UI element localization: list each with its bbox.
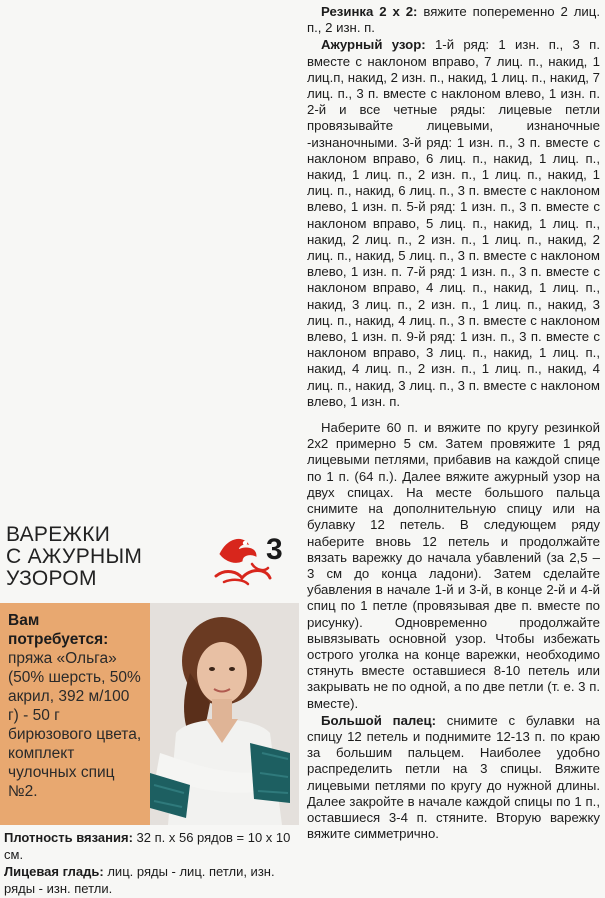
materials-text: пряжа «Ольга» (50% шерсть, 50% акрил, 392 м/100 г) - 50 г бирюзового цвета, комплект чулочных спиц №2. — [8, 650, 142, 800]
thumb-text: снимите с булавки на спицу 12 петель и поднимите 12-13 п. по краю за большим пальцем. Наиболее удобно распределить петли на 3 спицы. Вяжите лицевыми петлями по кругу до нужной длины. Далее закройте в начале каждой спицы по 1 п., оставшиеся 3-4 п. стяните. Вторую варежку вяжите симметрично. — [307, 712, 601, 842]
bird-ornament-icon — [212, 528, 294, 588]
stockinette-label: Лицевая гладь: — [4, 864, 104, 879]
right-column — [307, 4, 600, 842]
stockinette-text: лиц. ряды - лиц. петли, изн. ряды - изн. петли. — [4, 864, 275, 896]
rib-label: Резинка 2 x 2: — [321, 4, 418, 19]
thumb-paragraph — [307, 713, 600, 843]
thumb-label: Большой палец: — [321, 712, 436, 728]
materials-heading-1: Вам — [8, 612, 40, 629]
stockinette-paragraph — [4, 864, 296, 897]
materials-box — [0, 603, 150, 825]
title-line-3: УЗОРОМ — [6, 567, 97, 590]
left-column — [0, 0, 300, 896]
rib-text: вяжите попеременно 2 лиц. п., 2 изн. п. — [307, 4, 600, 36]
woman-in-mittens-photo — [150, 603, 299, 825]
lace-text: 1-й ряд: 1 изн. п., 3 п. вместе с наклоном вправо, 7 лиц. п., накид, 1 лиц.п, накид, 2 изн. п., накид, 1 лиц. п., накид, 7 лиц. п., 3 п. вместе с наклоном влево, 1 изн. п. 2-й и все четные ряды: лицевые петли провязывайте лицевыми, изнаночные -изнаночными. 3-й ряд: 1 изн. п., 3 п. вместе с наклоном вправо, 6 лиц. п., накид, 1 лиц. п., накид, 1 лиц. п., 2 изн. п., 1 лиц. п., накид, 1 лиц. п., накид, 6 лиц. п., 3 п. вместе с наклоном влево, 1 изн. п. 5-й ряд: 1 изн. п., 3 п. вместе с наклоном вправо, 5 лиц. п., накид, 1 лиц. п., накид, 2 лиц. п., 2 изн. п., 1 лиц. п., накид, 2 лиц. п., накид, 5 лиц. п., 3 п. вместе с наклоном влево, 1 изн. п. 7-й ряд: 1 изн. п., 3 п. вместе с наклоном вправо, 4 лиц. п., накид, 1 лиц. п., накид, 3 лиц. п., 2 изн. п., 1 лиц. п., накид, 3 лиц. п., накид, 4 лиц. п., 3 п. вместе с наклоном влево, 1 изн. п. 9-й ряд: 1 изн. п., 3 п. вместе с наклоном вправо, 3 лиц. п., накид, 1 лиц. п., накид, 4 лиц. п., 2 изн. п., 1 лиц. п., накид, 4 лиц. п., накид, 3 лиц. п., 3 п. вместе с наклоном влево, 1 изн. п. — [307, 37, 600, 409]
lace-paragraph — [307, 37, 600, 410]
materials-heading-2: потребуется: — [8, 631, 109, 648]
title-line-1: ВАРЕЖКИ — [6, 523, 111, 546]
rib-paragraph — [307, 4, 600, 36]
lace-label: Ажурный узор: — [321, 37, 426, 53]
instructions-paragraph: Наберите 60 п. и вяжите по кругу резинкой 2х2 примерно 5 см. Затем провяжите 1 ряд лицевыми петлями, прибавив на каждой спице по 1 п. (64 п.). Далее вяжите ажурный узор на двух спицах. На месте большого пальца снимите на дополнительную спицу или на булавку 12 петель. В следующем ряду наберите вновь 12 петель и продолжайте вязать варежку до начала убавлений (за 2,5 – 3 см до конца ладони). Затем сделайте убавления в начале 1-й и 3-й, в конце 2-й и 4-й спиц по 1 петле (провязывая две п. вместе по рисунку). Одновременно продолжайте вывязывать основной узор. Чтобы избежать острого уголка на конце варежки, необходимо стянуть вместе оставшиеся 8-10 петель или закрывать не по одной, а по две петли (т. е. 3 п. вместе). — [307, 420, 600, 711]
left-footer — [4, 830, 296, 898]
title-line-2: С АЖУРНЫМ — [6, 545, 143, 568]
logo-number: 3 — [266, 533, 283, 566]
gauge-text: 32 п. x 56 рядов = 10 x 10 см. — [4, 830, 291, 862]
gauge-paragraph — [4, 830, 296, 863]
gauge-label: Плотность вязания: — [4, 830, 133, 845]
article-title — [6, 524, 216, 590]
